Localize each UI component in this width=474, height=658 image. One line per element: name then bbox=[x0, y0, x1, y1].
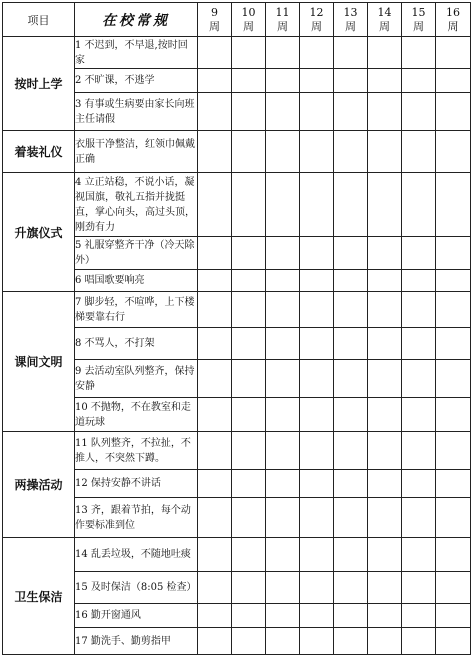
week-cell[interactable] bbox=[198, 432, 232, 470]
week-cell[interactable] bbox=[368, 237, 402, 270]
week-cell[interactable] bbox=[300, 628, 334, 655]
week-cell[interactable] bbox=[368, 604, 402, 628]
week-cell[interactable] bbox=[266, 360, 300, 398]
week-cell[interactable] bbox=[198, 498, 232, 538]
week-cell[interactable] bbox=[300, 604, 334, 628]
week-cell[interactable] bbox=[198, 538, 232, 572]
week-cell[interactable] bbox=[232, 604, 266, 628]
week-cell[interactable] bbox=[368, 572, 402, 604]
week-cell[interactable] bbox=[334, 432, 368, 470]
week-cell[interactable] bbox=[368, 270, 402, 292]
week-cell[interactable] bbox=[300, 173, 334, 237]
week-cell[interactable] bbox=[266, 131, 300, 173]
week-cell[interactable] bbox=[198, 292, 232, 328]
week-cell[interactable] bbox=[436, 498, 471, 538]
week-cell[interactable] bbox=[368, 131, 402, 173]
week-cell[interactable] bbox=[198, 398, 232, 432]
week-cell[interactable] bbox=[368, 37, 402, 69]
week-cell[interactable] bbox=[300, 237, 334, 270]
week-cell[interactable] bbox=[334, 173, 368, 237]
week-cell[interactable] bbox=[232, 538, 266, 572]
week-cell[interactable] bbox=[436, 93, 471, 131]
rule-cell: 3 有事或生病要由家长向班主任请假 bbox=[75, 93, 198, 131]
week-cell[interactable] bbox=[266, 470, 300, 498]
week-cell[interactable] bbox=[436, 237, 471, 270]
week-cell[interactable] bbox=[266, 93, 300, 131]
table-row bbox=[3, 292, 471, 328]
week-cell[interactable] bbox=[436, 173, 471, 237]
week-cell[interactable] bbox=[266, 173, 300, 237]
week-cell[interactable] bbox=[334, 69, 368, 93]
week-cell[interactable] bbox=[402, 173, 436, 237]
week-cell[interactable] bbox=[266, 572, 300, 604]
week-cell[interactable] bbox=[368, 498, 402, 538]
rule-cell: 17 勤洗手、勤剪指甲 bbox=[75, 628, 198, 655]
rule-cell: 12 保持安静不讲话 bbox=[75, 470, 198, 498]
week-cell[interactable] bbox=[334, 328, 368, 360]
week-cell[interactable] bbox=[436, 37, 471, 69]
week-cell[interactable] bbox=[334, 37, 368, 69]
week-cell[interactable] bbox=[300, 360, 334, 398]
week-cell[interactable] bbox=[402, 398, 436, 432]
rule-cell: 5 礼服穿整齐干净（冷天除外） bbox=[75, 237, 198, 270]
week-cell[interactable] bbox=[300, 498, 334, 538]
week-cell[interactable] bbox=[402, 498, 436, 538]
week-cell[interactable] bbox=[436, 360, 471, 398]
rule-cell: 8 不骂人，不打架 bbox=[75, 328, 198, 360]
week-cell[interactable] bbox=[198, 270, 232, 292]
week-cell[interactable] bbox=[300, 470, 334, 498]
rule-cell: 6 唱国歌要响亮 bbox=[75, 270, 198, 292]
week-cell[interactable] bbox=[334, 498, 368, 538]
table-row bbox=[3, 432, 471, 470]
week-cell[interactable] bbox=[266, 538, 300, 572]
header-week-14: 14 周 bbox=[368, 3, 402, 37]
week-cell[interactable] bbox=[436, 470, 471, 498]
week-cell[interactable] bbox=[232, 328, 266, 360]
week-cell[interactable] bbox=[334, 292, 368, 328]
rule-cell: 7 脚步轻，不喧哗，上下楼梯要靠右行 bbox=[75, 292, 198, 328]
week-cell[interactable] bbox=[300, 69, 334, 93]
week-cell[interactable] bbox=[198, 572, 232, 604]
week-cell[interactable] bbox=[232, 432, 266, 470]
week-cell[interactable] bbox=[266, 237, 300, 270]
week-cell[interactable] bbox=[300, 270, 334, 292]
rule-cell: 16 勤开窗通风 bbox=[75, 604, 198, 628]
week-cell[interactable] bbox=[402, 237, 436, 270]
rule-cell: 9 去活动室队列整齐，保持安静 bbox=[75, 360, 198, 398]
week-cell[interactable] bbox=[266, 432, 300, 470]
week-cell[interactable] bbox=[198, 93, 232, 131]
rule-cell: 11 队列整齐，不拉扯，不推人，不突然下蹲。 bbox=[75, 432, 198, 470]
header-week-16: 16 周 bbox=[436, 3, 471, 37]
week-cell[interactable] bbox=[402, 432, 436, 470]
header-week-11: 11 周 bbox=[266, 3, 300, 37]
category-flag-ceremony: 升旗仪式 bbox=[3, 173, 75, 292]
week-cell[interactable] bbox=[436, 628, 471, 655]
week-cell[interactable] bbox=[198, 69, 232, 93]
rule-cell: 10 不抛物，不在教室和走道玩球 bbox=[75, 398, 198, 432]
week-cell[interactable] bbox=[436, 538, 471, 572]
week-cell[interactable] bbox=[232, 173, 266, 237]
week-cell[interactable] bbox=[334, 604, 368, 628]
week-cell[interactable] bbox=[436, 398, 471, 432]
week-cell[interactable] bbox=[402, 604, 436, 628]
week-cell[interactable] bbox=[300, 292, 334, 328]
category-recess-manners: 课间文明 bbox=[3, 292, 75, 432]
table-row bbox=[3, 131, 471, 173]
week-cell[interactable] bbox=[334, 470, 368, 498]
week-cell[interactable] bbox=[198, 628, 232, 655]
week-cell[interactable] bbox=[334, 628, 368, 655]
table-row bbox=[3, 538, 471, 572]
week-cell[interactable] bbox=[368, 360, 402, 398]
header-week-12: 12 周 bbox=[300, 3, 334, 37]
week-cell[interactable] bbox=[266, 498, 300, 538]
week-cell[interactable] bbox=[198, 173, 232, 237]
week-cell[interactable] bbox=[334, 237, 368, 270]
week-cell[interactable] bbox=[368, 328, 402, 360]
week-cell[interactable] bbox=[232, 498, 266, 538]
week-cell[interactable] bbox=[402, 93, 436, 131]
table-row bbox=[3, 173, 471, 237]
header-week-15: 15 周 bbox=[402, 3, 436, 37]
rule-cell: 4 立正站稳，不说小话，凝视国旗，敬礼五指并拢挺直，掌心向头，高过头顶，刚劲有力 bbox=[75, 173, 198, 237]
week-cell[interactable] bbox=[436, 572, 471, 604]
rule-cell: 2 不旷课，不逃学 bbox=[75, 69, 198, 93]
week-cell[interactable] bbox=[266, 37, 300, 69]
week-cell[interactable] bbox=[300, 538, 334, 572]
week-cell[interactable] bbox=[232, 292, 266, 328]
week-cell[interactable] bbox=[198, 131, 232, 173]
week-cell[interactable] bbox=[266, 292, 300, 328]
week-cell[interactable] bbox=[368, 538, 402, 572]
rule-cell: 15 及时保洁（8:05 检查） bbox=[75, 572, 198, 604]
week-cell[interactable] bbox=[300, 398, 334, 432]
week-cell[interactable] bbox=[334, 131, 368, 173]
week-cell[interactable] bbox=[436, 328, 471, 360]
week-cell[interactable] bbox=[436, 432, 471, 470]
week-cell[interactable] bbox=[402, 572, 436, 604]
week-cell[interactable] bbox=[232, 131, 266, 173]
rule-cell: 14 乱丢垃圾，不随地吐痰 bbox=[75, 538, 198, 572]
week-cell[interactable] bbox=[232, 628, 266, 655]
week-cell[interactable] bbox=[436, 292, 471, 328]
week-cell[interactable] bbox=[334, 538, 368, 572]
header-rules: 在校常规 bbox=[75, 3, 198, 37]
week-cell[interactable] bbox=[232, 237, 266, 270]
week-cell[interactable] bbox=[232, 93, 266, 131]
week-cell[interactable] bbox=[198, 37, 232, 69]
week-cell[interactable] bbox=[436, 131, 471, 173]
week-cell[interactable] bbox=[198, 328, 232, 360]
rule-cell: 1 不迟到，不早退,按时回家 bbox=[75, 37, 198, 69]
week-cell[interactable] bbox=[334, 360, 368, 398]
week-cell[interactable] bbox=[232, 69, 266, 93]
week-cell[interactable] bbox=[334, 398, 368, 432]
week-cell[interactable] bbox=[232, 470, 266, 498]
week-cell[interactable] bbox=[402, 292, 436, 328]
week-cell[interactable] bbox=[402, 470, 436, 498]
week-cell[interactable] bbox=[368, 173, 402, 237]
week-cell[interactable] bbox=[232, 398, 266, 432]
week-cell[interactable] bbox=[198, 470, 232, 498]
week-cell[interactable] bbox=[334, 270, 368, 292]
week-cell[interactable] bbox=[402, 270, 436, 292]
week-cell[interactable] bbox=[334, 93, 368, 131]
week-cell[interactable] bbox=[368, 69, 402, 93]
header-week-13: 13 周 bbox=[334, 3, 368, 37]
week-cell[interactable] bbox=[198, 360, 232, 398]
week-cell[interactable] bbox=[266, 69, 300, 93]
header-week-10: 10 周 bbox=[232, 3, 266, 37]
week-cell[interactable] bbox=[232, 572, 266, 604]
category-dress: 着装礼仪 bbox=[3, 131, 75, 173]
week-cell[interactable] bbox=[402, 538, 436, 572]
week-cell[interactable] bbox=[402, 628, 436, 655]
week-cell[interactable] bbox=[232, 270, 266, 292]
week-cell[interactable] bbox=[368, 292, 402, 328]
week-cell[interactable] bbox=[368, 628, 402, 655]
week-cell[interactable] bbox=[300, 131, 334, 173]
week-cell[interactable] bbox=[232, 360, 266, 398]
week-cell[interactable] bbox=[300, 572, 334, 604]
category-attendance: 按时上学 bbox=[3, 37, 75, 131]
week-cell[interactable] bbox=[198, 237, 232, 270]
week-cell[interactable] bbox=[300, 328, 334, 360]
week-cell[interactable] bbox=[402, 328, 436, 360]
week-cell[interactable] bbox=[300, 93, 334, 131]
week-cell[interactable] bbox=[300, 432, 334, 470]
week-cell[interactable] bbox=[402, 69, 436, 93]
week-cell[interactable] bbox=[402, 360, 436, 398]
rule-cell: 衣服干净整洁，红领巾佩戴正确 bbox=[75, 131, 198, 173]
week-cell[interactable] bbox=[232, 37, 266, 69]
week-cell[interactable] bbox=[300, 37, 334, 69]
table-row bbox=[3, 37, 471, 69]
week-cell[interactable] bbox=[368, 398, 402, 432]
rule-cell: 13 齐，跟着节拍，每个动作要标准到位 bbox=[75, 498, 198, 538]
week-cell[interactable] bbox=[266, 604, 300, 628]
header-row bbox=[3, 3, 471, 37]
week-cell[interactable] bbox=[266, 270, 300, 292]
category-hygiene: 卫生保洁 bbox=[3, 538, 75, 655]
week-cell[interactable] bbox=[266, 328, 300, 360]
week-cell[interactable] bbox=[266, 628, 300, 655]
week-cell[interactable] bbox=[436, 69, 471, 93]
header-item: 项目 bbox=[3, 3, 75, 37]
weekly-checklist-table bbox=[2, 2, 471, 655]
week-cell[interactable] bbox=[368, 93, 402, 131]
week-cell[interactable] bbox=[334, 572, 368, 604]
week-cell[interactable] bbox=[368, 470, 402, 498]
week-cell[interactable] bbox=[436, 604, 471, 628]
week-cell[interactable] bbox=[198, 604, 232, 628]
category-exercises: 两操活动 bbox=[3, 432, 75, 538]
header-week-9: 9 周 bbox=[198, 3, 232, 37]
week-cell[interactable] bbox=[368, 432, 402, 470]
week-cell[interactable] bbox=[436, 270, 471, 292]
week-cell[interactable] bbox=[402, 131, 436, 173]
week-cell[interactable] bbox=[266, 398, 300, 432]
week-cell[interactable] bbox=[402, 37, 436, 69]
